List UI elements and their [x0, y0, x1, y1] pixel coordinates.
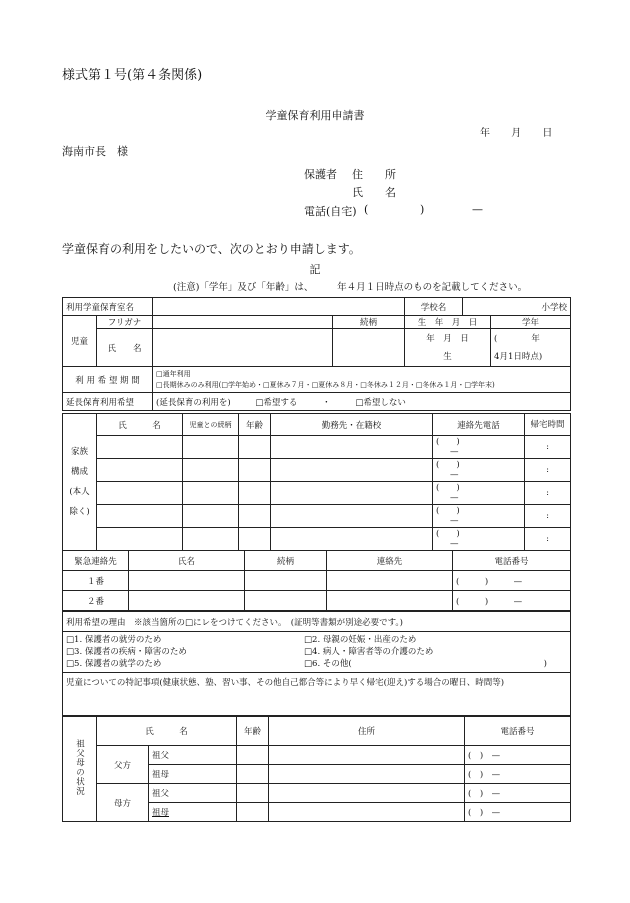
phone-paren: ( ): [436, 529, 460, 539]
family-name-input[interactable]: [97, 528, 183, 551]
special-notes-label: 児童についての特記事項(健康状態、塾、習い事、その他自己都合等により早く帰宅(迎え)する場合の曜日、時間等): [66, 678, 505, 688]
emergency-col-name: 氏名: [129, 551, 245, 571]
emergency-col-contact: 連絡先: [327, 551, 453, 571]
maternal-grandfather-address[interactable]: [269, 784, 465, 803]
reason-5-checkbox[interactable]: □5. 保護者の就学のため: [66, 659, 162, 669]
child-relation-input[interactable]: [333, 329, 405, 367]
emergency-2-relation-input[interactable]: [245, 591, 327, 611]
emergency-1-name-input[interactable]: [129, 571, 245, 591]
reason-options: [63, 632, 571, 673]
special-notes-field[interactable]: [63, 673, 571, 717]
grandparent-phone-format: ( ) —: [468, 751, 501, 761]
period-label: 利 用 希 望 期 間: [63, 367, 153, 393]
family-row: [63, 459, 571, 482]
reason-header: 利用希望の理由 ※該当箇所の□にレをつけてください。 (証明等書類が別途必要です。): [63, 612, 571, 632]
grade-label: 学年: [491, 316, 571, 329]
reason-6-close-paren: ): [543, 659, 547, 669]
emergency-2-contact-input[interactable]: [327, 591, 453, 611]
birthdate-input[interactable]: [405, 329, 491, 367]
paternal-grandfather-age[interactable]: [237, 746, 269, 765]
phone-dash: —: [472, 203, 483, 216]
phone-label: 電話(自宅): [304, 205, 357, 218]
maternal-grandfather-age[interactable]: [237, 784, 269, 803]
family-col-name: 氏 名: [97, 414, 183, 436]
phone-close-paren: ): [420, 203, 425, 216]
emergency-2-phone-input[interactable]: [453, 591, 571, 611]
grandmother-label: [149, 803, 237, 822]
period-option-yearround[interactable]: □通年利用: [156, 369, 191, 378]
father-side-label: 父方: [97, 746, 149, 784]
maternal-grandmother-phone[interactable]: [465, 803, 571, 822]
emergency-row: [63, 571, 571, 591]
mother-side-label: 母方: [97, 784, 149, 822]
family-relation-input[interactable]: [183, 528, 239, 551]
date-month: 月: [511, 128, 522, 139]
grandparents-col-phone: 電話番号: [465, 716, 571, 746]
emergency-1-relation-input[interactable]: [245, 571, 327, 591]
emergency-row-2-label: ２番: [63, 591, 129, 611]
phone-paren: ( ): [436, 437, 460, 447]
emergency-2-name-input[interactable]: [129, 591, 245, 611]
family-phone-input[interactable]: [433, 505, 525, 528]
school-label: 学校名: [405, 298, 463, 316]
grandparents-label-text: 祖父母の状況: [74, 738, 85, 796]
addressee: 海南市長 様: [62, 145, 128, 158]
family-phone-input[interactable]: [433, 528, 525, 551]
birthdate-sei: 生: [443, 351, 452, 362]
family-work-input[interactable]: [271, 528, 433, 551]
grandmother-label: 祖母: [149, 765, 237, 784]
phone-dash: —: [450, 516, 459, 526]
note-text: (注意)「学年」及び「年齢」は、 年４月１日時点のものを記載してください。: [173, 282, 528, 293]
family-label-2: 構成: [70, 467, 88, 477]
grandparent-phone-format: ( ) —: [468, 808, 501, 818]
extended-label: 延長保育利用希望: [63, 393, 153, 411]
time-colon: :: [546, 465, 549, 475]
family-col-return: 帰宅時間: [525, 414, 571, 436]
phone-dash: —: [450, 447, 459, 457]
grade-year: ( 年: [494, 333, 540, 344]
reason-table: [62, 611, 571, 717]
grandmother-label-text: 祖母: [152, 808, 170, 818]
name-label: 氏 名: [352, 186, 396, 199]
family-row: [63, 482, 571, 505]
grade-april: 4月1日時点): [494, 351, 543, 362]
reason-3-checkbox[interactable]: □3. 保護者の疾病・障害のため: [66, 647, 187, 657]
emergency-table: [62, 550, 571, 611]
time-colon: :: [546, 511, 549, 521]
phone-dash: —: [450, 470, 459, 480]
family-age-input[interactable]: [239, 528, 271, 551]
birthdate-ymd: 年 月 日: [426, 333, 469, 344]
family-age-input[interactable]: [239, 482, 271, 505]
extended-yes-checkbox[interactable]: □希望する: [255, 397, 298, 408]
date-year: 年: [480, 128, 490, 139]
family-relation-input[interactable]: [183, 459, 239, 482]
family-phone-input[interactable]: [433, 459, 525, 482]
date-day: 日: [542, 128, 553, 139]
family-row: [63, 528, 571, 551]
grandparent-phone-format: ( ) —: [468, 789, 501, 799]
family-return-input[interactable]: [525, 528, 571, 551]
child-name-input[interactable]: [153, 329, 333, 367]
paternal-grandmother-age[interactable]: [237, 765, 269, 784]
maternal-grandmother-age[interactable]: [237, 803, 269, 822]
period-options[interactable]: [153, 367, 571, 393]
family-age-input[interactable]: [239, 436, 271, 459]
emergency-row: [63, 591, 571, 611]
grandparents-label: [63, 716, 97, 822]
grandparents-table: [62, 715, 571, 822]
family-phone-input[interactable]: [433, 436, 525, 459]
relation-label: 続柄: [333, 316, 405, 329]
family-label-4: 除く): [69, 507, 90, 517]
family-return-input[interactable]: [525, 436, 571, 459]
phone-dash: —: [450, 539, 459, 549]
emergency-col-phone: 電話番号: [453, 551, 571, 571]
emergency-phone-format: ( ) —: [456, 596, 523, 607]
reason-6-checkbox[interactable]: □6. その他(: [304, 659, 352, 669]
family-label: [63, 414, 97, 551]
emergency-col-relation: 続柄: [245, 551, 327, 571]
grandparents-col-name: 氏 名: [97, 716, 237, 746]
family-phone-input[interactable]: [433, 482, 525, 505]
emergency-1-phone-input[interactable]: [453, 571, 571, 591]
furigana-label: フリガナ: [97, 316, 153, 329]
reason-2-checkbox[interactable]: □2. 母親の妊娠・出産のため: [304, 635, 417, 645]
family-col-contact: 連絡先電話: [433, 414, 525, 436]
family-work-input[interactable]: [271, 436, 433, 459]
family-row: [63, 505, 571, 528]
phone-open-paren: (: [364, 203, 369, 216]
reason-4-checkbox[interactable]: □4. 病人・障害者等の介護のため: [304, 647, 434, 657]
family-relation-input[interactable]: [183, 482, 239, 505]
child-info-table: [62, 297, 571, 411]
family-work-input[interactable]: [271, 482, 433, 505]
family-table: [62, 413, 571, 551]
time-colon: :: [546, 488, 549, 498]
extended-prefix: (延長保育の利用を): [156, 397, 231, 408]
family-name-input[interactable]: [97, 459, 183, 482]
grandparents-col-age: 年齢: [237, 716, 269, 746]
emergency-1-contact-input[interactable]: [327, 571, 453, 591]
phone-paren: ( ): [436, 460, 460, 470]
maternal-grandmother-address[interactable]: [269, 803, 465, 822]
birthdate-label: 生 年 月 日: [405, 316, 491, 329]
family-name-input[interactable]: [97, 505, 183, 528]
extended-no-checkbox[interactable]: □希望しない: [355, 397, 406, 408]
grade-input[interactable]: [491, 329, 571, 367]
child-label: 児童: [63, 316, 97, 367]
phone-dash: —: [450, 493, 459, 503]
application-date: [480, 124, 570, 139]
paternal-grandmother-address[interactable]: [269, 765, 465, 784]
grandparent-phone-format: ( ) —: [468, 770, 501, 780]
school-suffix: 小学校: [541, 302, 568, 313]
family-return-input[interactable]: [525, 459, 571, 482]
guardian-label: 保護者: [304, 168, 337, 181]
family-label-3: (本人: [69, 487, 90, 497]
emergency-label: 緊急連絡先: [63, 551, 129, 571]
family-col-work: 勤務先・在籍校: [271, 414, 433, 436]
grandparents-col-address: 住所: [269, 716, 465, 746]
family-col-age: 年齢: [239, 414, 271, 436]
grandfather-label: 祖父: [149, 746, 237, 765]
room-input[interactable]: [153, 298, 405, 316]
address-label: 住 所: [352, 168, 396, 181]
room-label: 利用学童保育室名: [63, 298, 153, 316]
extended-separator: ・: [322, 397, 331, 408]
family-relation-input[interactable]: [183, 436, 239, 459]
grandparent-row: [63, 746, 571, 765]
time-colon: :: [546, 442, 549, 452]
paternal-grandmother-phone[interactable]: [465, 765, 571, 784]
reason-1-checkbox[interactable]: □1. 保護者の就労のため: [66, 635, 162, 645]
extended-options: [153, 393, 571, 411]
family-name-input[interactable]: [97, 482, 183, 505]
emergency-phone-format: ( ) —: [456, 576, 523, 587]
family-col-relation: 児童との続柄: [183, 414, 239, 436]
maternal-grandfather-phone[interactable]: [465, 784, 571, 803]
form-title: 学童保育利用申請書: [265, 109, 365, 122]
furigana-input[interactable]: [153, 316, 333, 329]
time-colon: :: [546, 534, 549, 544]
family-age-input[interactable]: [239, 505, 271, 528]
family-return-input[interactable]: [525, 505, 571, 528]
school-input[interactable]: [463, 298, 571, 316]
emergency-row-1-label: １番: [63, 571, 129, 591]
family-relation-input[interactable]: [183, 505, 239, 528]
family-return-input[interactable]: [525, 482, 571, 505]
family-work-input[interactable]: [271, 505, 433, 528]
family-work-input[interactable]: [271, 459, 433, 482]
grandparent-row: [63, 784, 571, 803]
period-option-holiday[interactable]: □長期休みのみ利用(□学年始め・□夏休み７月・□夏休み８月・□冬休み１２月・□冬休み１月・□学年末): [156, 380, 495, 389]
phone-paren: ( ): [436, 506, 460, 516]
family-name-input[interactable]: [97, 436, 183, 459]
ki-heading: 記: [309, 263, 321, 276]
family-age-input[interactable]: [239, 459, 271, 482]
paternal-grandfather-phone[interactable]: [465, 746, 571, 765]
grandfather-label: 祖父: [149, 784, 237, 803]
paternal-grandfather-address[interactable]: [269, 746, 465, 765]
child-name-label: 氏 名: [97, 329, 153, 367]
intro-text: 学童保育の利用をしたいので、次のとおり申請します。: [62, 242, 361, 256]
family-row: [63, 436, 571, 459]
phone-paren: ( ): [436, 483, 460, 493]
family-label-1: 家族: [70, 447, 88, 457]
form-number: 様式第１号(第４条関係): [62, 68, 203, 83]
